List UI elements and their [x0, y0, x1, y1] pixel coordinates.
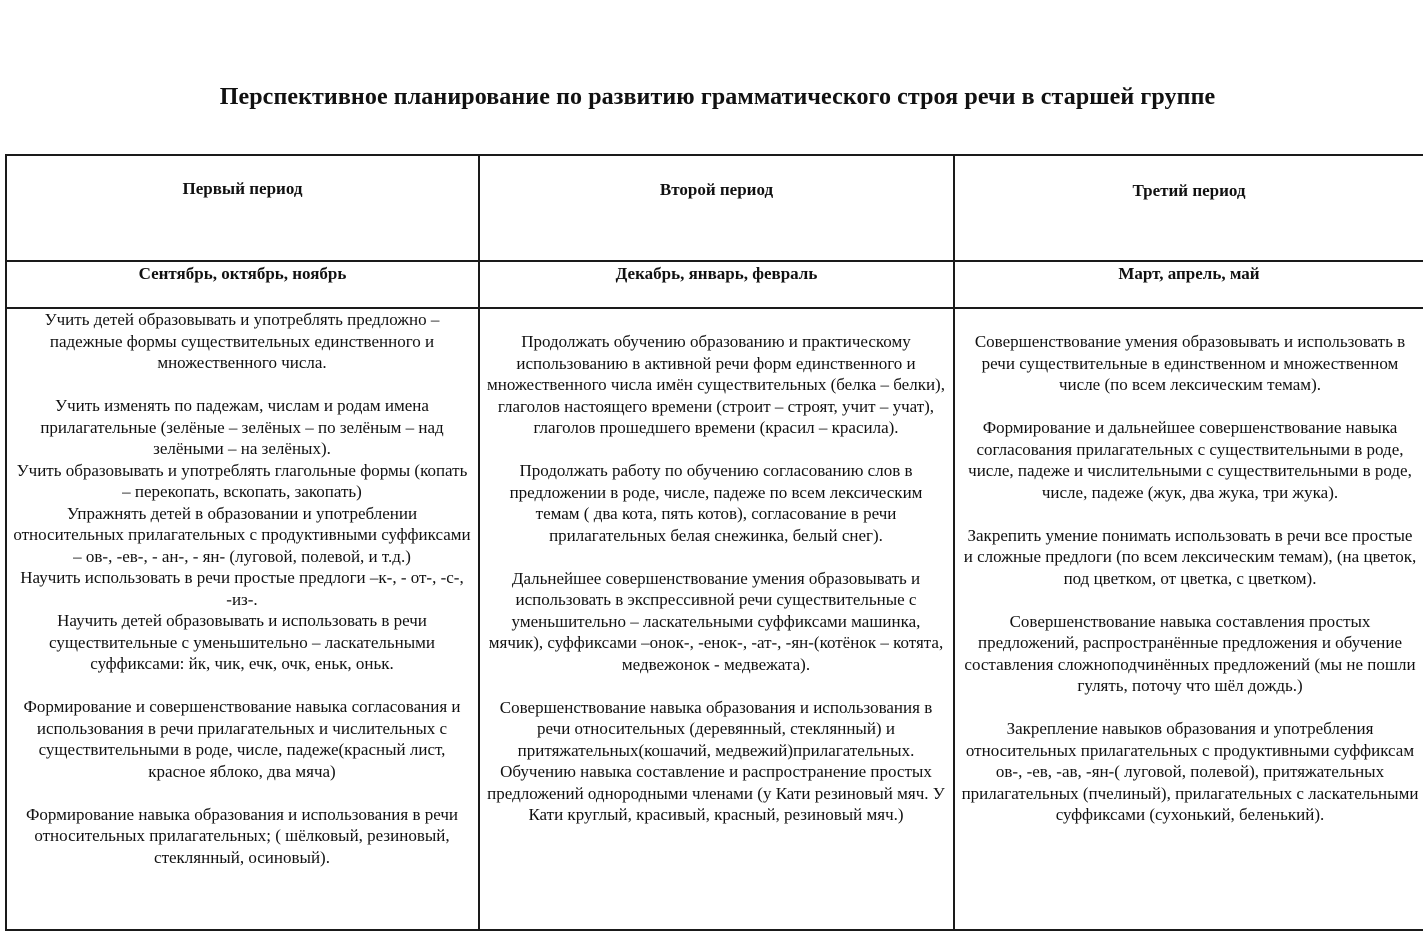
spacer [12, 782, 472, 804]
spacer [961, 503, 1419, 525]
period-1-content [12, 309, 472, 868]
list-item: Учить изменять по падежам, числам и родам имена прилагательные (зелёные – зелёных – по зелёным – над зелёными – на зелёных). [40, 396, 444, 458]
header-row-divider [5, 260, 1423, 262]
spacer [486, 546, 946, 568]
period-3-content [961, 331, 1419, 826]
months-header-3: Март, апрель, май [1118, 264, 1260, 283]
list-item: Совершенствование умения образовывать и использовать в речи существительные в единственном и множественном числе (по всем лексическим темам). [974, 332, 1406, 394]
list-item: Учить образовывать и употреблять глагольные формы (копать – перекопать, вскопать, закопать) [16, 460, 468, 501]
table-bottom-border [5, 929, 1423, 931]
list-item: Формирование навыка образования и использования в речи относительных прилагательных; ( шёлковый, резиновый, стеклянный, осиновый). [25, 804, 459, 867]
period-header-2: Второй период [659, 180, 774, 199]
period-header-3: Третий период [1132, 181, 1246, 200]
months-header-2: Декабрь, январь, февраль [615, 264, 818, 283]
spacer [961, 589, 1419, 611]
list-item: Научить детей образовывать и использовать в речи существительные с уменьшительно – ласкательными суффиксами: йк, чик, ечк, очк, еньк, оньк. [49, 611, 435, 673]
spacer [961, 697, 1419, 719]
period-2-content [486, 331, 946, 826]
table-top-border [5, 154, 1423, 156]
list-item: Формирование и дальнейшее совершенствование навыка согласования прилагательных с существительными в роде, числе, падеже и числительными с существительными в роде, числе, падеже (жук, два жука, три жука). [968, 418, 1412, 502]
list-item: Обучению навыка составление и распространение простых предложений однородными членами (у Кати резиновый мяч. У Кати круглый, красивый, красный, резиновый мяч.) [487, 762, 945, 824]
spacer [486, 439, 946, 461]
spacer [12, 675, 472, 697]
list-item: Учить детей образовывать и употреблять предложно – падежные формы существительных единственного и множественного числа. [44, 310, 440, 372]
list-item: Совершенствование навыка составления простых предложений, распространённые предложения и обучение составления сложноподчинённых предложений (мы не пошли гулять, поточу что шёл дождь.) [964, 611, 1416, 695]
list-item: Совершенствование навыка образования и использования в речи относительных (деревянный, стеклянный) и притяжательных(кошачий, медвежий)прилагательных. [499, 697, 933, 760]
list-item: Закрепить умение понимать использовать в речи все простые и сложные предлоги (по всем лексическим темам), (на цветок, под цветком, от цветка, с цветком). [963, 525, 1417, 588]
spacer [961, 396, 1419, 418]
spacer [486, 675, 946, 697]
list-item: Упражнять детей в образовании и употреблении относительных прилагательных с продуктивными суффиксами – ов-, -ев-, - ан-, - ян- (луговой, полевой, и т.д.) [13, 503, 471, 566]
period-header-1: Первый период [182, 179, 303, 198]
list-item: Формирование и совершенствование навыка согласования и использования в речи прилагательных и числительных с существительными в роде, числе, падеже(красный лист, красное яблоко, два мяча) [23, 697, 461, 781]
list-item: Дальнейшее совершенствование умения образовывать и использовать в экспрессивной речи существительные с уменьшительно – ласкательными суффиксами машинка, мячик), суффиксами –онок-, -енок-, -ат-, -ян-(котёнок – котята, медвежонок - медвежата). [488, 568, 944, 674]
months-header-1: Сентябрь, октябрь, ноябрь [138, 264, 347, 283]
spacer [12, 374, 472, 396]
list-item: Продолжать работу по обучению согласованию слов в предложении в роде, числе, падеже по всем лексическим темам ( два кота, пять котов), согласование в речи прилагательных белая снежинка, белый снег). [509, 461, 923, 545]
page-title: Перспективное планирование по развитию грамматического строя речи в старшей группе [219, 84, 1216, 110]
list-item: Закрепление навыков образования и употребления относительных прилагательных с продуктивными суффиксам ов-, -ев, -ав, -ян-( луговой, полевой), притяжательных прилагательных (пчелиный), прилагательных с ласкательными суффиксами (сухонький, беленький). [961, 719, 1419, 824]
list-item: Научить использовать в речи простые предлоги –к-, - от-, -с-, -из-. [20, 568, 464, 609]
list-item: Продолжать обучению образованию и практическому использованию в активной речи форм единственного и множественного числа имён существительных (белка – белки), глаголов настоящего времени (строит – строят, учит – учат), глаголов прошедшего времени (красил – красила). [487, 332, 945, 437]
